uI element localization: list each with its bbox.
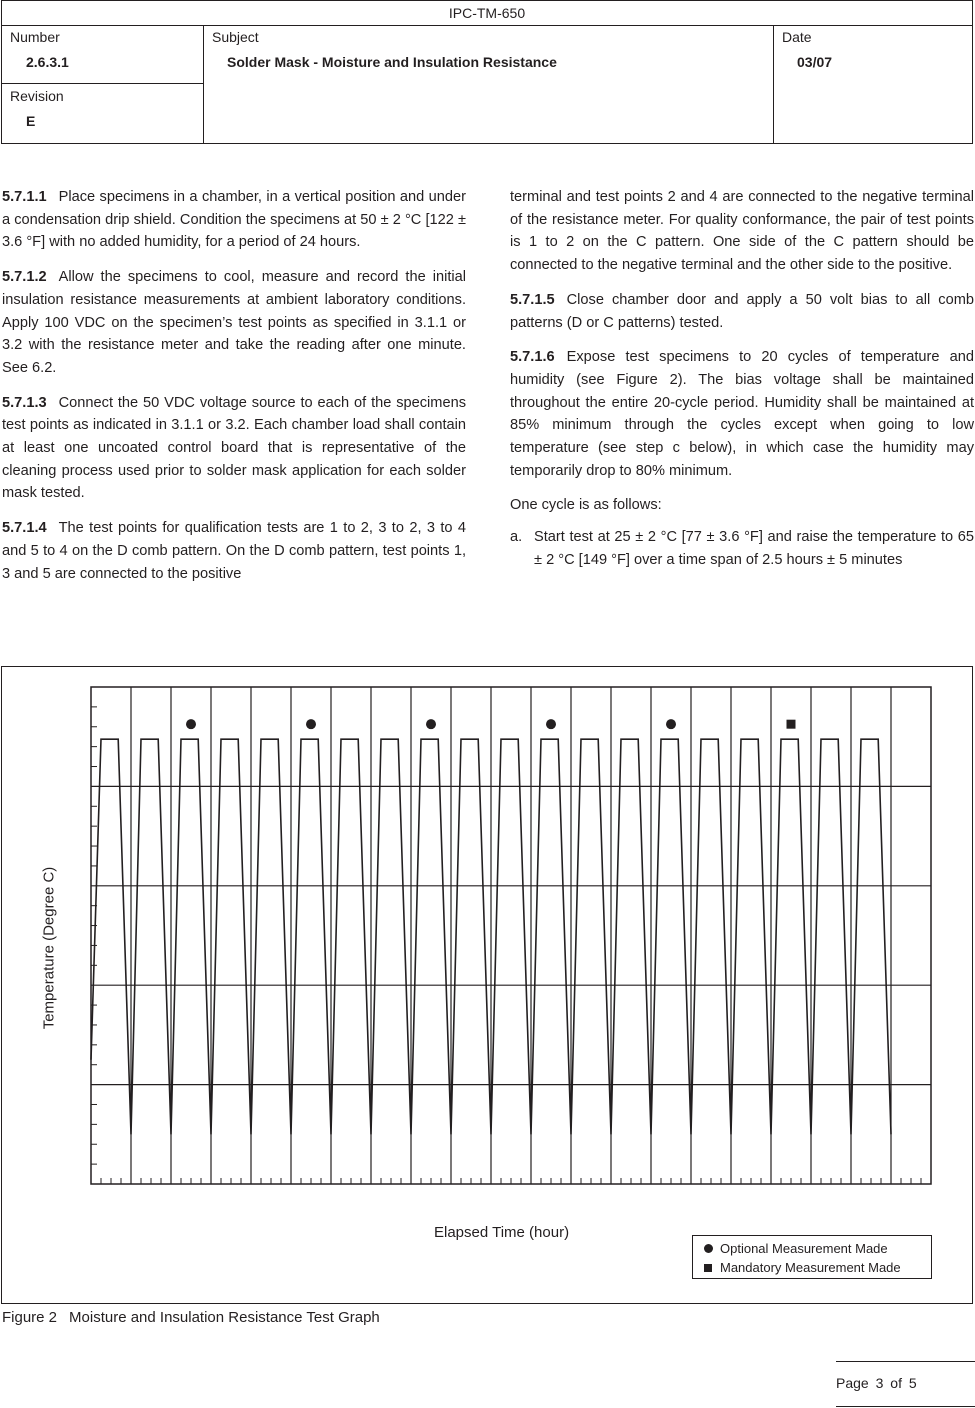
page-current: 3 [875, 1375, 884, 1391]
figure-title: Moisture and Insulation Resistance Test Graph [69, 1309, 380, 1326]
filled-square-icon [704, 1264, 712, 1272]
page-total: 5 [908, 1375, 917, 1391]
revision-value: E [26, 113, 36, 129]
section-number: 5.7.1.4 [2, 520, 47, 537]
paragraph-text: Allow the specimens to cool, measure and record the initial insulation resistance measurements at ambient laboratory conditions. Apply 100 VDC on the specimen’s test points as specified in 3.1.1 or 3.2 with the resistance meter and take the reading after one minute. See 6.2. [2, 269, 466, 376]
number-label: Number [10, 29, 60, 45]
y-axis-label: Temperature (Degree C) [40, 866, 58, 1030]
section-number: 5.7.1.2 [2, 269, 47, 286]
figure-caption [2, 1309, 380, 1326]
number-value: 2.6.3.1 [26, 54, 69, 70]
revision-label: Revision [10, 88, 64, 104]
step-marker: a. [510, 529, 523, 546]
x-axis-label: Elapsed Time (hour) [434, 1224, 570, 1241]
date-value: 03/07 [797, 54, 833, 70]
document-id: IPC-TM-650 [2, 1, 972, 26]
step-text: Start test at 25 ± 2 °C [77 ± 3.6 °F] and raise the temperature to 65 ± 2 °C [149 °F] over a time span of 2.5 hours ± 5 minutes [534, 529, 974, 568]
legend-item-mandatory [704, 1260, 901, 1275]
date-label: Date [782, 29, 812, 45]
page-of: of [890, 1375, 902, 1391]
figure-number: Figure 2 [2, 1309, 58, 1326]
paragraph-text: Place specimens in a chamber, in a vertical position and under a condensation drip shield. Condition the specimens at 50 ± 2 °C [122 ± 3.6 °F] with no added humidity, for a period of 24 hours. [2, 189, 466, 251]
mandatory-measurement-marker [787, 720, 796, 729]
legend-item-optional [704, 1241, 888, 1256]
chart-legend [692, 1235, 932, 1279]
paragraph-5-7-1-4-continued: terminal and test points 2 and 4 are connected to the negative terminal of the resistance meter. For quality conformance, the pair of test points is 1 to 2 on the C pattern. One side of the C pattern should be connected to the negative terminal and the other side to the positive. [510, 189, 974, 274]
subject-value: Solder Mask - Moisture and Insulation Resistance [227, 54, 557, 70]
paragraph-text: The test points for qualification tests are 1 to 2, 3 to 2, 3 to 4 and 5 to 4 on the D comb pattern. On the D comb pattern, test points 1, 3 and 5 are connected to the positive [2, 520, 466, 582]
filled-circle-icon [704, 1244, 713, 1253]
footer-rule-top [836, 1361, 975, 1362]
section-number: 5.7.1.5 [510, 291, 555, 308]
paragraph-text: Connect the 50 VDC voltage source to each of the specimens test points as indicated in 3.1.1 or 3.2. Each chamber load shall contain at least one uncoated control board that is representative of the cleaning process used prior to solder mask application for each solder mask tested. [2, 394, 466, 502]
legend-label: Optional Measurement Made [720, 1241, 888, 1256]
footer-rule-bottom [836, 1406, 975, 1407]
optional-measurement-marker [426, 719, 436, 729]
optional-measurement-marker [546, 719, 556, 729]
subject-label: Subject [212, 29, 259, 45]
paragraph-text: Expose test specimens to 20 cycles of temperature and humidity (see Figure 2). The bias voltage shall be maintained throughout the entire 20-cycle period. Humidity shall be maintained at 85% minimum through the cycles except when going to low temperature (see step c below), in which case the humidity may temporarily drop to 80% minimum. [510, 349, 974, 479]
section-number: 5.7.1.6 [510, 349, 555, 366]
page-indicator [836, 1375, 917, 1391]
legend-label: Mandatory Measurement Made [720, 1260, 901, 1275]
optional-measurement-marker [186, 719, 196, 729]
section-number: 5.7.1.1 [2, 189, 47, 205]
page-label: Page [836, 1375, 869, 1391]
cycle-intro: One cycle is as follows: [510, 497, 662, 514]
optional-measurement-marker [666, 719, 676, 729]
optional-measurement-marker [306, 719, 316, 729]
section-number: 5.7.1.3 [2, 394, 47, 411]
paragraph-text: Close chamber door and apply a 50 volt bias to all comb patterns (D or C patterns) tested. [510, 291, 974, 331]
